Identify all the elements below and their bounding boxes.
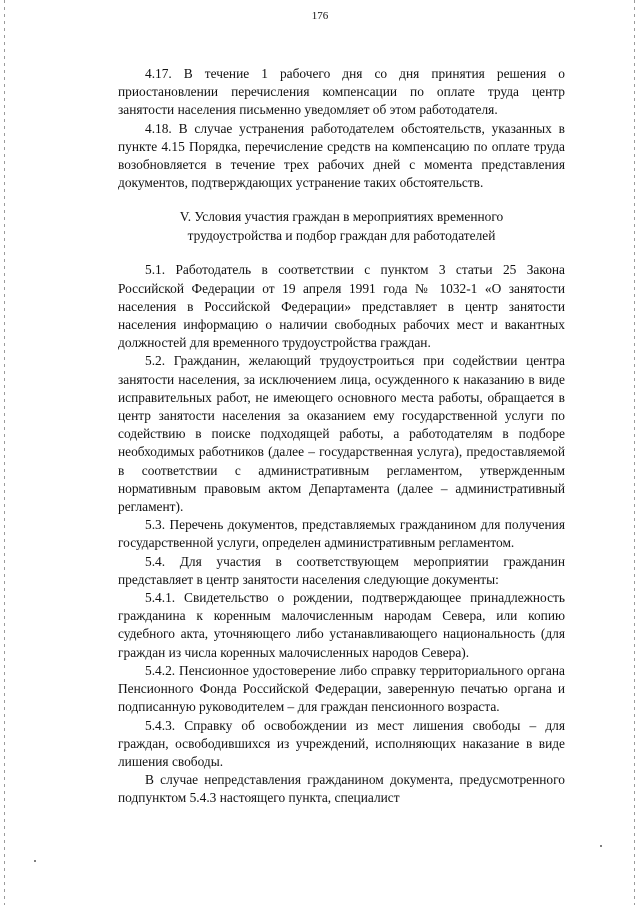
document-body <box>118 65 565 808</box>
paragraph-5-1: 5.1. Работодатель в соответствии с пунктом 3 статьи 25 Закона Российской Федерации от 19 апреля 1991 года № 1032-1 «О занятости населения в Российской Федерации» представляет в центр занятости населения информацию о наличии свободных рабочих мест и вакантных должностей для временного трудоустройства граждан. <box>118 262 565 351</box>
scan-speck <box>600 845 602 847</box>
paragraph-5-4-1: 5.4.1. Свидетельство о рождении, подтверждающее принадлежность гражданина к коренным малочисленным народам Севера, или копию судебного акта, уточняющего либо устанавливающего национальность (для граждан из числа коренных малочисленных народов Севера). <box>118 590 565 660</box>
scan-edge-left <box>4 0 5 905</box>
paragraph-5-2: 5.2. Гражданин, желающий трудоустроиться при содействии центра занятости населения, за исключением лица, осужденного к наказанию в виде исправительных работ, не имеющего основного места работы, обращается в центр занятости населения за оказанием ему государственной услуги по содействию в поиске подходящей работы, а работодателям в подборе необходимых работников (далее – государственная услуга), предоставляемой в соответствии с административным регламентом, утвержденным нормативным правовым актом Департамента (далее – административный регламент). <box>118 353 565 515</box>
paragraph-continuation: В случае непредставления гражданином документа, предусмотренного подпунктом 5.4.3 настоящего пункта, специалист <box>118 772 565 806</box>
paragraph-5-4-2: 5.4.2. Пенсионное удостоверение либо справку территориального органа Пенсионного Фонда Российской Федерации, заверенную печатью органа и подписанную руководителем – для граждан пенсионного возраста. <box>118 662 565 715</box>
paragraph-4-18: 4.18. В случае устранения работодателем обстоятельств, указанных в пункте 4.15 Порядка, перечисление средств на компенсацию по оплате труда возобновляется в течение трех рабочих дней с момента представления документов, подтверждающих устранение таких обстоятельств. <box>118 120 565 191</box>
section-heading <box>118 207 565 245</box>
section-heading-line-1: V. Условия участия граждан в мероприятиях временного <box>179 209 504 225</box>
paragraph-5-4: 5.4. Для участия в соответствующем мероприятии гражданин представляет в центр занятости населения следующие документы: <box>118 553 565 587</box>
paragraph-4-17: 4.17. В течение 1 рабочего дня со дня принятия решения о приостановлении перечисления компенсации по оплате труда центр занятости населения письменно уведомляет об этом работодателя. <box>118 66 565 118</box>
section-heading-line-2: трудоустройства и подбор граждан для работодателей <box>187 228 496 244</box>
paragraph-5-3: 5.3. Перечень документов, представляемых гражданином для получения государственной услуги, определен административным регламентом. <box>118 517 565 551</box>
scan-speck <box>34 860 36 862</box>
page-number: 176 <box>311 10 329 22</box>
scan-edge-right <box>634 0 635 905</box>
paragraph-5-4-3: 5.4.3. Справку об освобождении из мест лишения свободы – для граждан, освободившихся из учреждений, исполняющих наказание в виде лишения свободы. <box>118 717 565 769</box>
